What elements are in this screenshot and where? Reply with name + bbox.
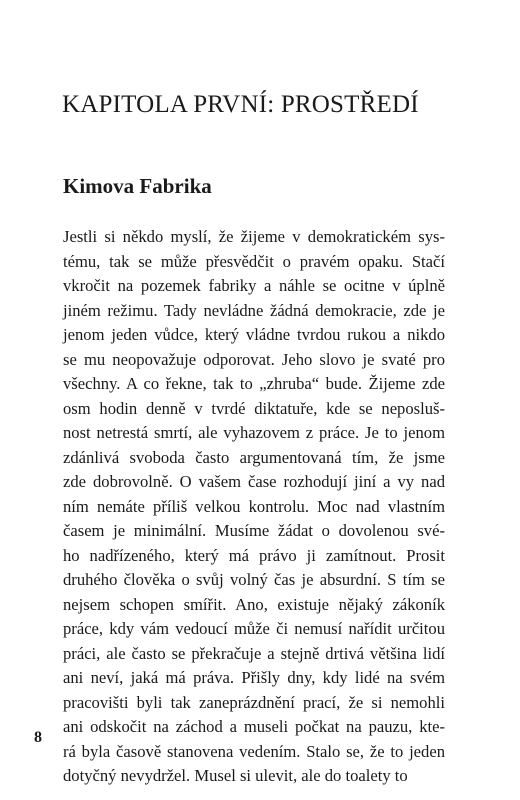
text-line: ním nemáte příliš velkou kontrolu. Moc nad vlastním [63,496,445,516]
text-line: ani odskočit na záchod a museli počkat na pauzu, kte- [63,717,445,736]
text-line: rá byla časově stanovena vedením. Stalo se, že to jeden [63,741,445,761]
text-line: se mu neopovažuje odporovat. Jeho slovo je svaté pro [63,349,445,369]
text-line: nost netrestá smrtí, ale vyhazovem z práce. Je to jenom [63,423,445,442]
section-title: Kimova Fabrika [63,174,212,198]
text-line: Jestli si někdo myslí, že žijeme v demokratickém sys- [63,227,445,246]
body-paragraph [63,225,445,789]
text-line: zdánlivá svoboda často argumentovaná tím, že jsme [63,447,445,467]
text-line: druhého člověka o svůj volný čas je absurdní. S tím se [63,570,445,589]
text-line: práci, ale často se překračuje a stejně drtivá většina lidí [63,643,445,663]
text-line: časem je minimální. Musíme žádat o dovolenou své- [63,521,445,540]
text-line: vkročit na pozemek fabriky a náhle se ocitne v úplně [63,276,445,295]
text-line: jiném režimu. Tady nevládne žádná demokracie, zde je [63,300,445,320]
page-number: 8 [34,729,42,746]
text-line: dotyčný nevydržel. Musel si ulevit, ale do toalety to [63,766,408,785]
chapter-title: KAPITOLA PRVNÍ: PROSTŘEDÍ [62,91,419,118]
text-line: ani neví, jaká má práva. Přišly dny, kdy lidé na svém [63,668,445,687]
text-line: ho nadřízeného, který má právo ji zamítnout. Prosit [63,545,445,565]
text-line: práce, kdy vám vedoucí může či nemusí nařídit určitou [63,619,445,638]
text-line: tému, tak se může přesvědčit o pravém opaku. Stačí [63,251,445,271]
text-line: pracovišti byli tak zaneprázdnění prací, že si nemohli [63,692,445,712]
text-line: osm hodin denně v tvrdé diktatuře, kde se neposluš- [63,398,445,418]
text-line: zde dobrovolně. O vašem čase rozhodují jiní a vy nad [63,472,445,491]
text-line: nejsem schopen smířit. Ano, existuje nějaký zákoník [63,594,445,614]
text-line: jenom jeden vůdce, který vládne tvrdou rukou a nikdo [63,325,445,344]
text-line: všechny. A co řekne, tak to „zhruba“ bude. Žijeme zde [63,374,445,393]
